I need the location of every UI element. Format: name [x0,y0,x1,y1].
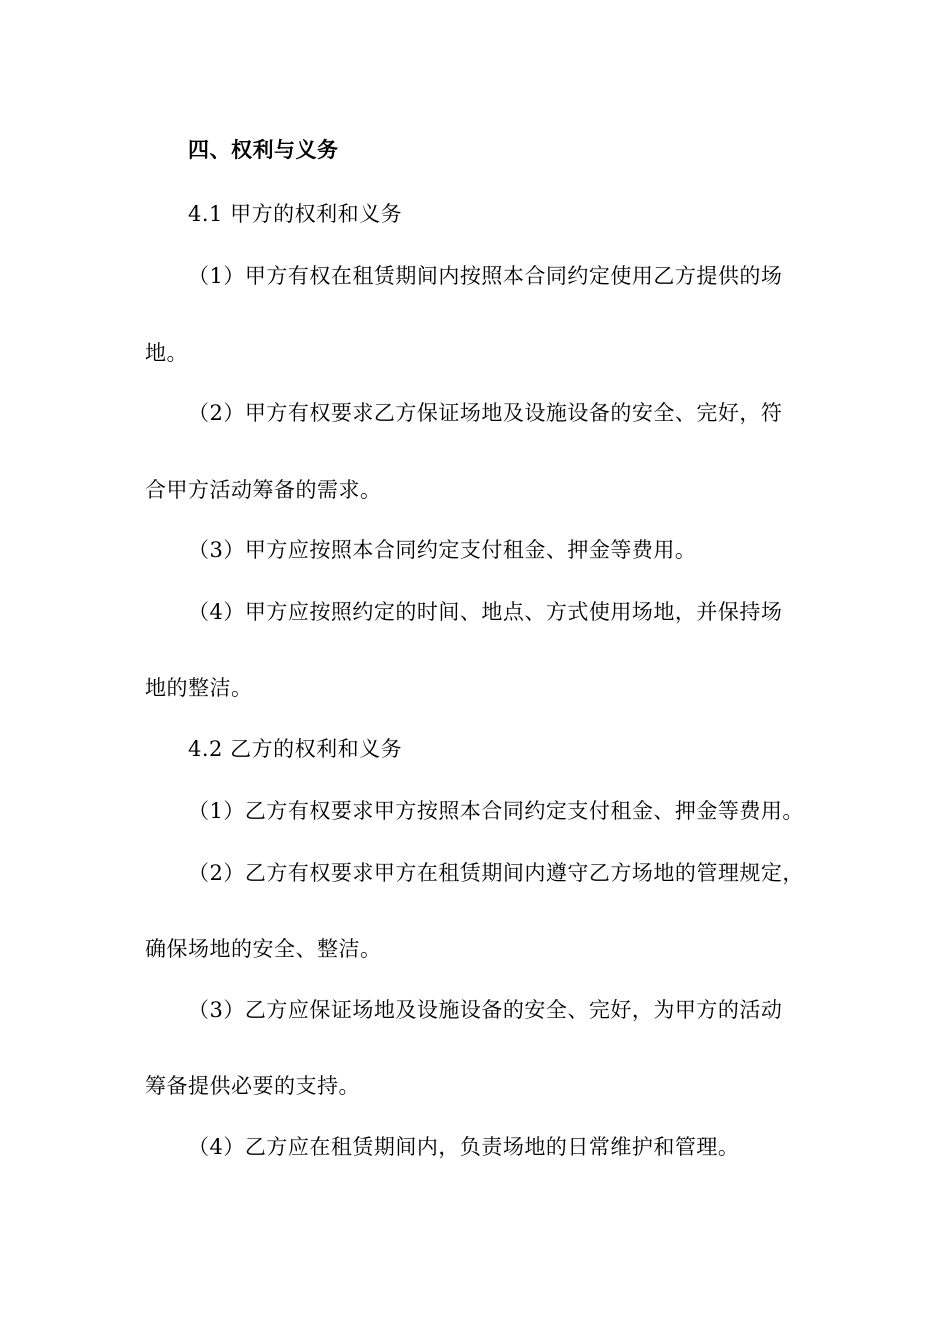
party-b-item-3-line-1: （3）乙方应保证场地及设施设备的安全、完好，为甲方的活动 [188,998,783,1022]
party-a-heading: 4.1 甲方的权利和义务 [188,202,403,226]
party-a-item-2-line-2: 合甲方活动筹备的需求。 [145,478,382,502]
party-b-item-4: （4）乙方应在租赁期间内，负责场地的日常维护和管理。 [188,1135,740,1159]
party-a-item-4-line-2: 地的整洁。 [145,676,253,700]
party-a-item-1-line-1: （1）甲方有权在租赁期间内按照本合同约定使用乙方提供的场 [188,264,783,288]
party-a-item-2-line-1: （2）甲方有权要求乙方保证场地及设施设备的安全、完好，符 [188,401,783,425]
party-b-item-2-line-1: （2）乙方有权要求甲方在租赁期间内遵守乙方场地的管理规定， [188,861,804,885]
party-a-item-4-line-1: （4）甲方应按照约定的时间、地点、方式使用场地，并保持场 [188,600,783,624]
party-a-item-3: （3）甲方应按照本合同约定支付租金、押金等费用。 [188,538,697,562]
party-b-item-2-line-2: 确保场地的安全、整洁。 [145,937,382,961]
party-b-item-3-line-2: 筹备提供必要的支持。 [145,1074,360,1098]
party-a-item-1-line-2: 地。 [145,341,188,365]
party-b-heading: 4.2 乙方的权利和义务 [188,737,403,761]
party-b-item-1: （1）乙方有权要求甲方按照本合同约定支付租金、押金等费用。 [188,799,804,823]
section-title: 四、权利与义务 [188,138,339,162]
